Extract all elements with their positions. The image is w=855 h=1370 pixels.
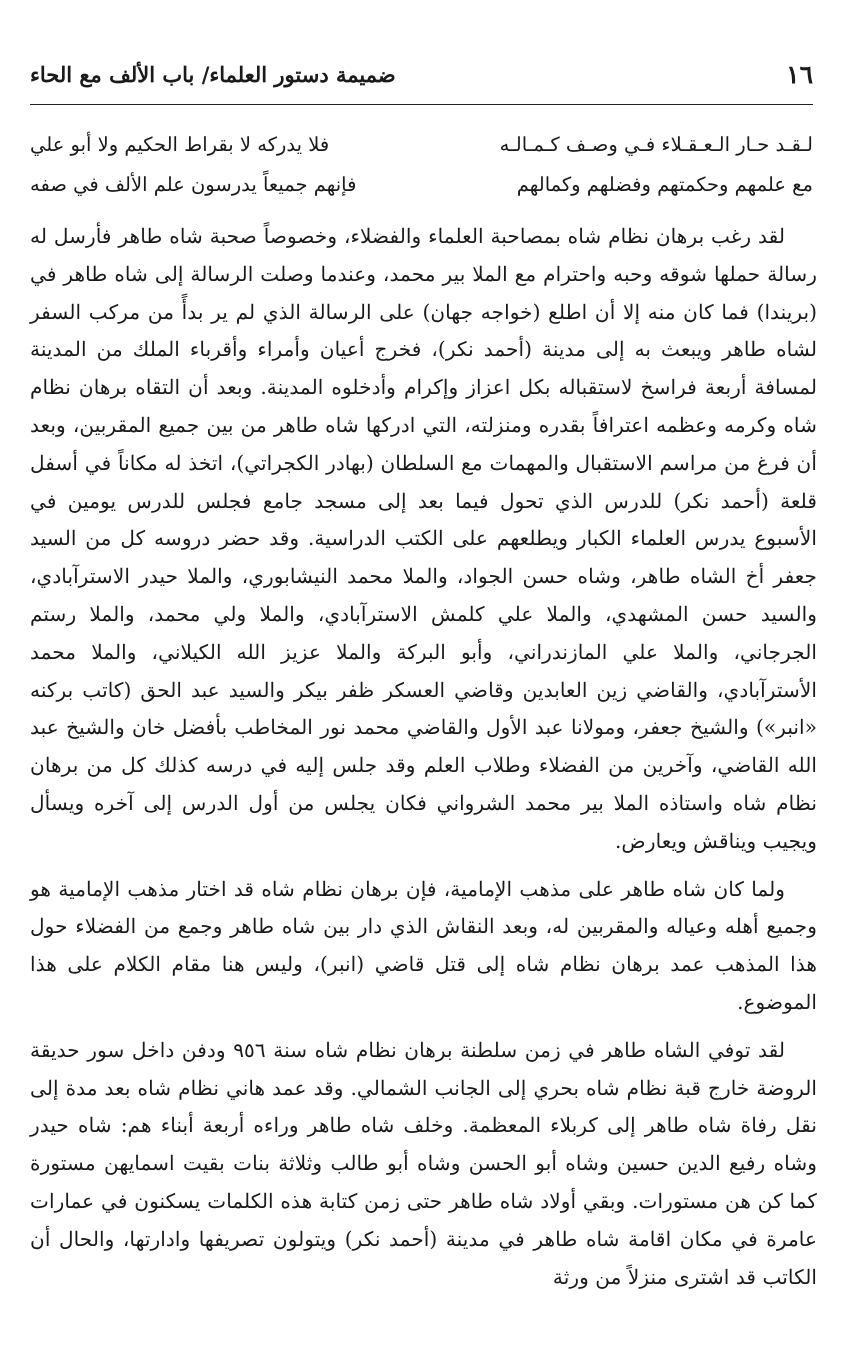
paragraph: لقد توفي الشاه طاهر في زمن سلطنة برهان نظام شاه سنة ٩٥٦ ودفن داخل سور حديقة الروضة خارج قبة نظام شاه بحري إلى الجانب الشمالي. وقد عمد هاني نظام شاه بعد مدة إلى نقل رفاة شاه طاهر إلى كربلاء المعظمة. وخلف شاه طاهر وراءه أربعة أبناء هم: شاه حيدر وشاه رفيع الدين حسين وشاه أبو الحسن وشاه أبو طالب وثلاثة بنات بقيت اسمايهن مستورة كما كن هن مستورات. وبقي أولاد شاه طاهر حتى زمن كتابة هذه الكلمات يسكنون في عمارات عامرة في مكان اقامة شاه طاهر في مدينة (أحمد نكر) ويتولون تصريفها وادارتها، والحال أن الكاتب قد اشترى منزلاً من ورثة — [30, 1037, 817, 1289]
header-rule — [30, 104, 813, 105]
body-text — [30, 218, 817, 1306]
poem-verse — [30, 168, 813, 208]
poem-second-hemistich: فلا يدركه لا بقراط الحكيم ولا أبو علي — [30, 133, 330, 156]
paragraph: لقد رغب برهان نظام شاه بمصاحبة العلماء والفضلاء، وخصوصاً صحبة شاه طاهر فأرسل له رسالة حملها شوقه وحبه واحترام مع الملا بير محمد، وعندما وصلت الرسالة إلى شاه طاهر في (بريندا) فما كان منه إلا أن اطلع (خواجه جهان) على الرسالة الذي لم ير بدأً من مركب السفر لشاه طاهر ويبعث به إلى مدينة (أحمد نكر)، فخرج أعيان وأمراء وأقرباء الملك من المدينة لمسافة أربعة فراسخ لاستقباله بكل اعزاز وإكرام وأدخلوه المدينة. وبعد أن التقاه برهان نظام شاه وكرمه وعظمه اعترافاً بقدره ومنزلته، التي ادركها شاه طاهر من بين جميع المقربين، وبعد أن فرغ من مراسم الاستقبال والمهمات مع السلطان (بهادر الكجراتي)، اتخذ له مكاناً في أسفل قلعة (أحمد نكر) للدرس الذي تحول فيما بعد إلى مسجد جامع فجلس للدرس يومين في الأسبوع يدرس العلماء الكبار ويطلعهم على الكتب الدراسية. وقد حضر دروسه كل من السيد جعفر أخ الشاه طاهر، وشاه حسن الجواد، والملا محمد النيشابوري، والملا حيدر الاسترآبادي، والسيد حسن المشهدي، والملا علي كلمش الاسترآبادي، والملا ولي محمد، والملا رستم الجرجاني، والملا علي المازندراني، وأبو البركة والملا عزيز الله الكيلاني، والملا محمد الأسترآبادي، والقاضي زين العابدين وقاضي العسكر ظفر بيكر والسيد عبد الحق (كاتب بركنه «انبر») والشيخ جعفر، ومولانا عبد الأول والقاضي محمد نور المخاطب بأفضل خان والشيخ عبد الله القاضي، وآخرين من الفضلاء وطلاب العلم وقد جلس إليه في درسه كذلك كل من برهان نظام شاه واستاذه الملا بير محمد الشرواني فكان يجلس من أول الدرس إلى آخره ويسأل ويجيب ويناقش ويعارض. — [30, 224, 817, 853]
page-header — [30, 58, 813, 98]
poem-first-hemistich: لـقـد حـار الـعـقـلاء فـي وصـف كـمـالـه — [499, 133, 813, 156]
poem-block — [30, 128, 813, 208]
paragraph: ولما كان شاه طاهر على مذهب الإمامية، فإن برهان نظام شاه قد اختار مذهب الإمامية هو وجميع أهله وعياله والمقربين له، وبعد النقاش الذي دار بين شاه طاهر وجمع من الفضلاء حول هذا المذهب عمد برهان نظام شاه إلى قتل قاضي (انبر)، وليس هنا مقام الكلام على هذا الموضوع. — [30, 876, 817, 1014]
poem-first-hemistich: مع علمهم وحكمتهم وفضلهم وكمالهم — [516, 173, 813, 196]
poem-verse — [30, 128, 813, 168]
running-title: ضميمة دستور العلماء/ باب الألف مع الحاء — [30, 62, 396, 87]
page-number: ١٦ — [786, 60, 813, 89]
poem-second-hemistich: فإنهم جميعاً يدرسون علم الألف في صفه — [30, 173, 357, 196]
